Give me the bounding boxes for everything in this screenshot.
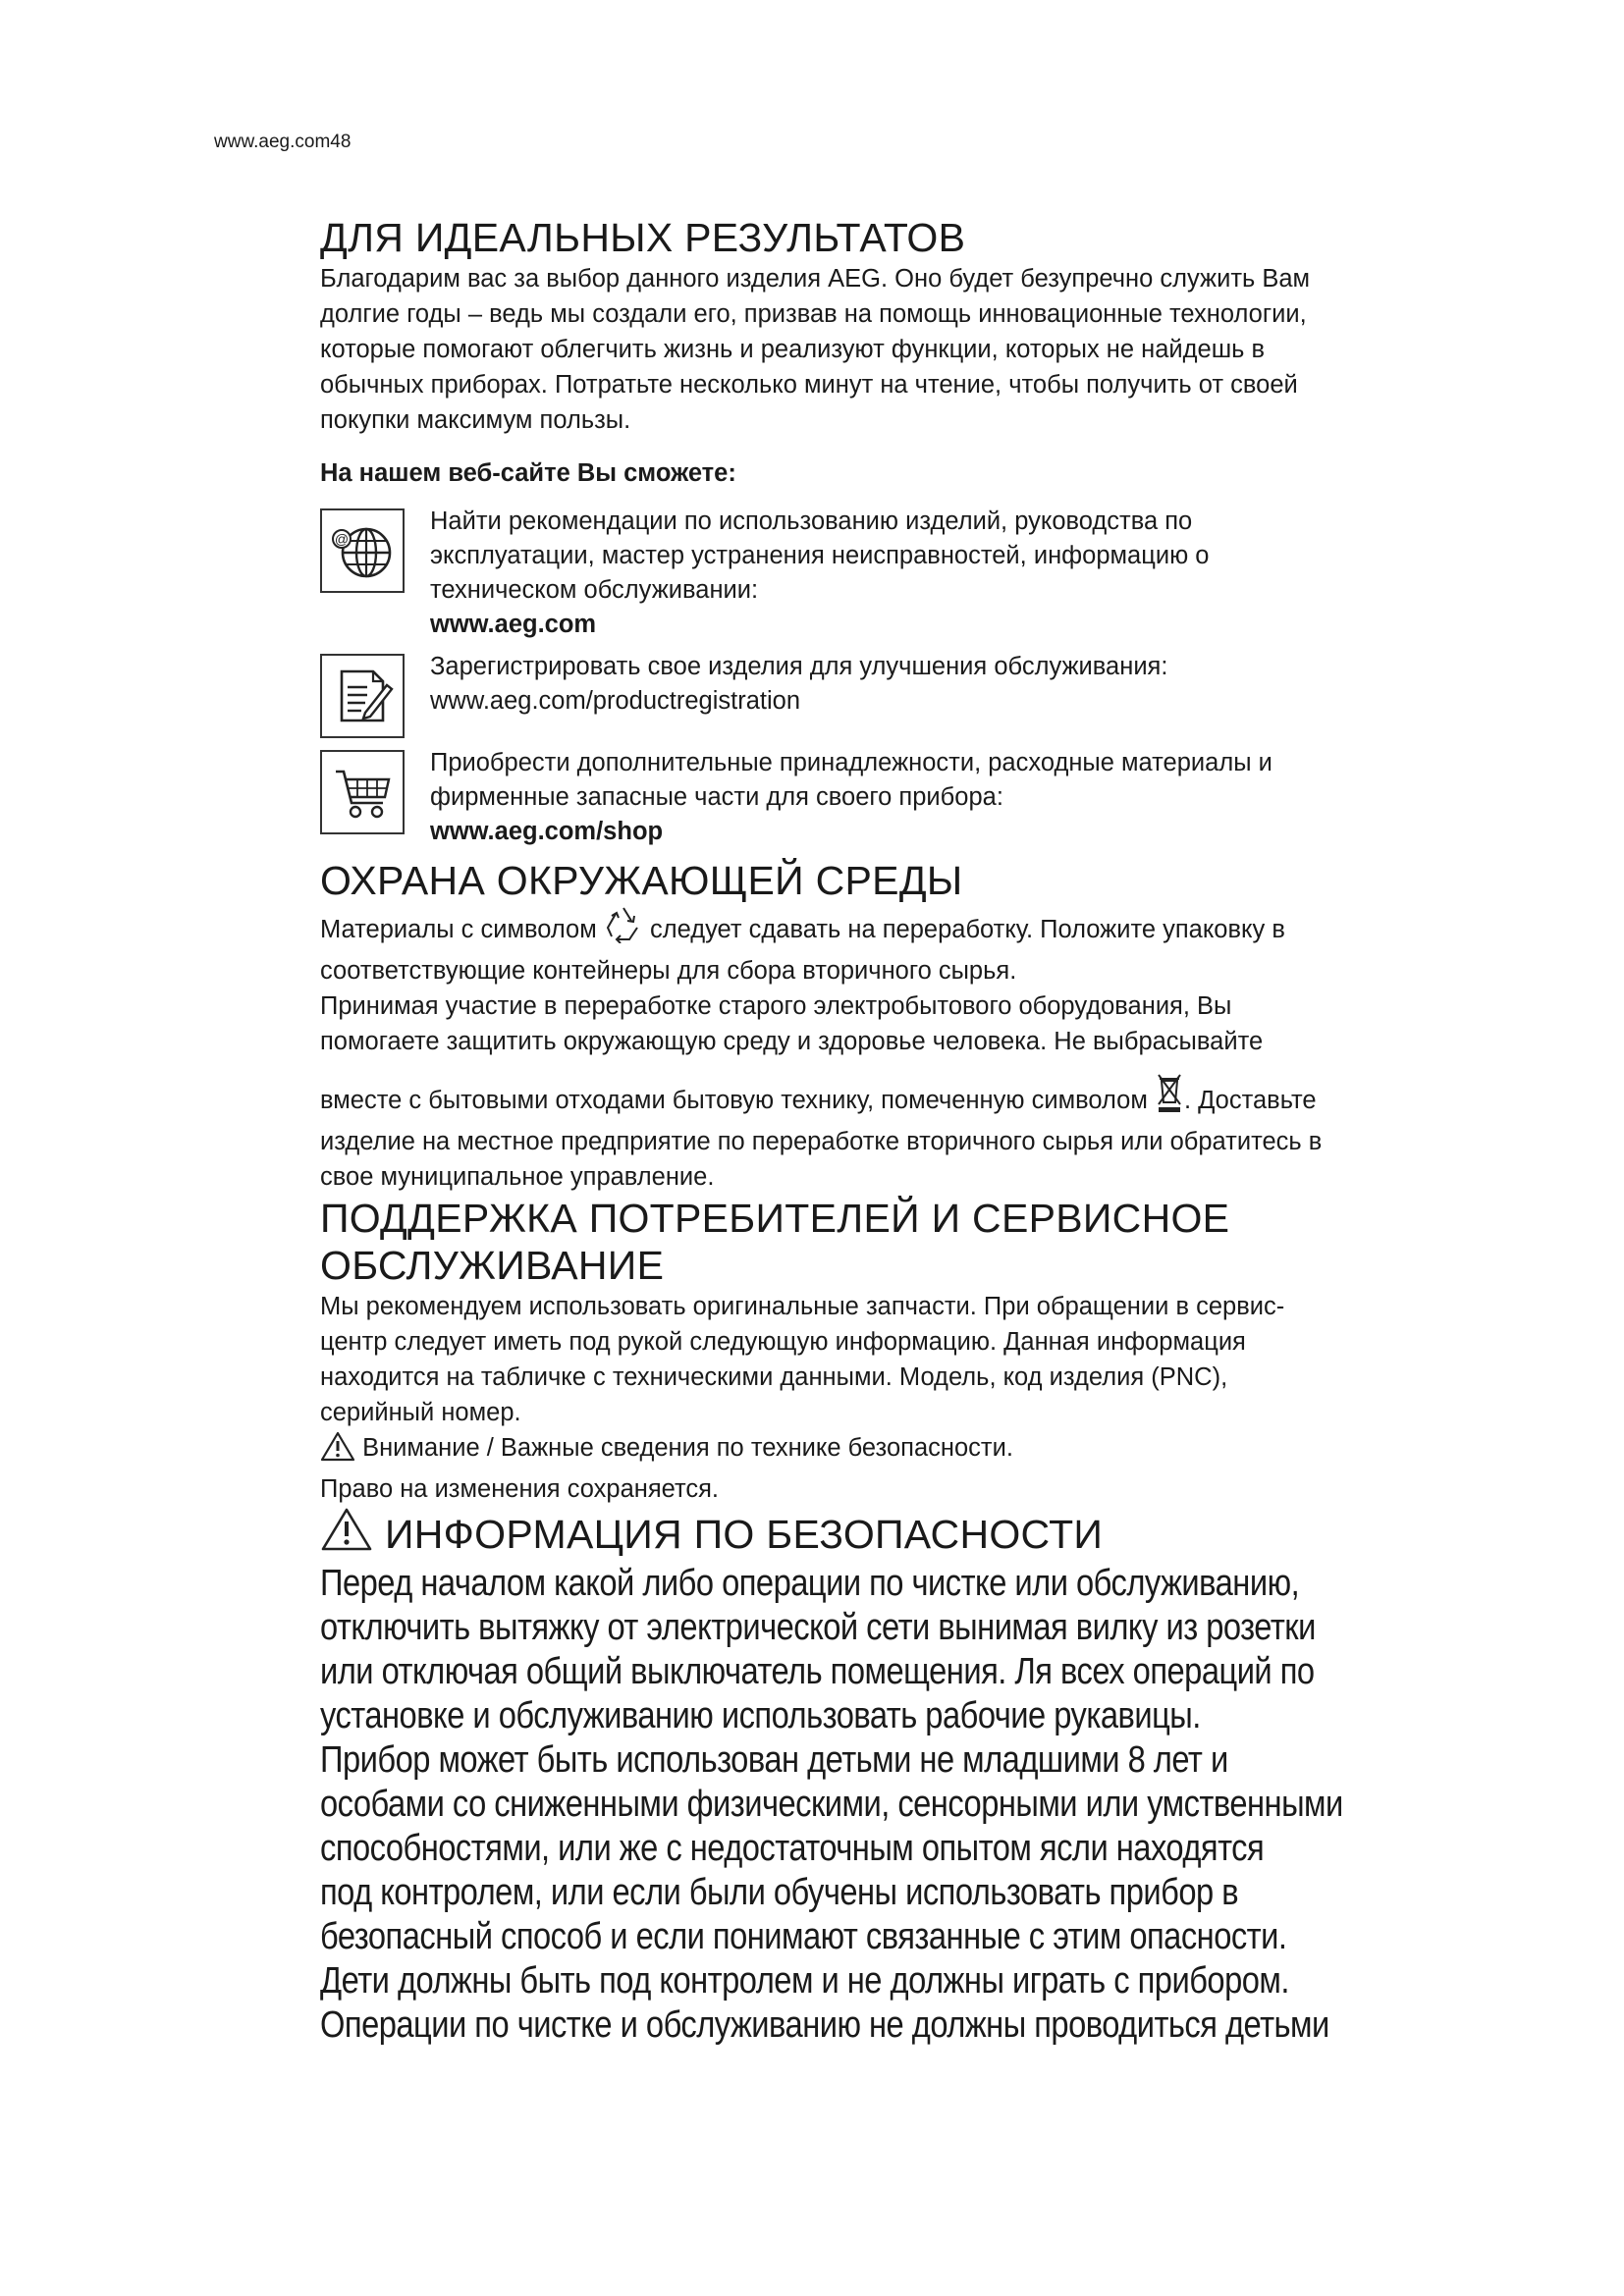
- intro-line: покупки максимум пользы.: [320, 406, 631, 434]
- website-heading: На нашем веб-сайте Вы сможете:: [320, 459, 736, 487]
- website-item-line: Найти рекомендации по использованию изделий, руководства по: [430, 507, 1193, 535]
- intro-line: обычных приборах. Потратьте несколько минут на чтение, чтобы получить от своей: [320, 371, 1298, 399]
- website-item-text: [430, 650, 1167, 719]
- safety-title-text: ИНФОРМАЦИЯ ПО БЕЗОПАСНОСТИ: [385, 1512, 1104, 1557]
- aeg-website-link[interactable]: www.aeg.com: [430, 611, 597, 638]
- website-item-support: [320, 505, 1518, 642]
- svg-text:@: @: [334, 531, 350, 547]
- intro-line: Благодарим вас за выбор данного изделия AEG. Оно будет безупречно служить Вам: [320, 265, 1311, 293]
- safety-line: установке и обслуживанию использовать рабочие рукавицы.: [320, 1695, 1201, 1736]
- env-line: следует сдавать на переработку. Положите упаковку в: [649, 916, 1285, 943]
- support-line: серийный номер.: [320, 1399, 521, 1426]
- intro-line: долгие годы – ведь мы создали его, призвав на помощь инновационные технологии,: [320, 300, 1307, 328]
- safety-line: Дети должны быть под контролем и не должны играть с прибором.: [320, 1960, 1289, 2002]
- safety-line: или отключая общий выключатель помещения. Ля всех операций по: [320, 1651, 1315, 1692]
- warning-triangle-icon: [320, 1430, 355, 1471]
- safety-line: отключить вытяжку от электрической сети вынимая вилку из розетки: [320, 1607, 1316, 1648]
- support-line: Мы рекомендуем использовать оригинальные запчасти. При обращении в сервис-: [320, 1293, 1285, 1320]
- support-line: центр следует иметь под рукой следующую информацию. Данная информация: [320, 1328, 1246, 1356]
- env-line: соответствующие контейнеры для сбора вторичного сырья.: [320, 957, 1017, 985]
- env-line-part: вместе с бытовыми отходами бытовую технику, помеченную символом: [320, 1087, 1148, 1114]
- website-item-line: эксплуатации, мастер устранения неисправностей, информацию о: [430, 542, 1210, 569]
- env-line: Принимая участие в переработке старого электробытового оборудования, Вы: [320, 992, 1232, 1020]
- warning-note: Внимание / Важные сведения по технике безопасности.: [362, 1434, 1013, 1462]
- intro-paragraph: [320, 261, 1518, 438]
- environment-paragraph: [320, 904, 1518, 1195]
- environment-title: ОХРАНА ОКРУЖАЮЩЕЙ СРЕДЫ: [320, 858, 963, 903]
- warning-triangle-icon: [320, 1507, 373, 1562]
- env-line: помогаете защитить окружающую среду и здоровье человека. Не выбрасывайте: [320, 1028, 1264, 1055]
- safety-line: Прибор может быть использован детьми не младшими 8 лет и: [320, 1739, 1228, 1781]
- support-title: [320, 1195, 1518, 1289]
- website-item-text: [430, 746, 1272, 849]
- support-line: находится на табличке с техническими данными. Модель, код изделия (PNC),: [320, 1363, 1228, 1391]
- safety-line: Операции по чистке и обслуживанию не должны проводиться детьми: [320, 2004, 1329, 2046]
- support-title-line: ОБСЛУЖИВАНИЕ: [320, 1243, 665, 1288]
- page-content: [320, 214, 1518, 2048]
- support-title-line: ПОДДЕРЖКА ПОТРЕБИТЕЛЕЙ И СЕРВИСНОЕ: [320, 1196, 1230, 1241]
- website-item-text: [430, 505, 1209, 642]
- website-item-shop: [320, 746, 1518, 849]
- weee-bin-icon: [1155, 1071, 1184, 1124]
- env-line: [320, 1071, 1317, 1124]
- website-item-line: фирменные запасные части для своего прибора:: [430, 783, 1003, 811]
- intro-line: которые помогают облегчить жизнь и реализуют функции, которых не найдешь в: [320, 336, 1266, 363]
- support-paragraph: [320, 1289, 1518, 1507]
- rights-note: Право на изменения сохраняется.: [320, 1475, 720, 1503]
- shopping-cart-icon: [320, 750, 405, 834]
- safety-line: Перед началом какой либо операции по чистке или обслуживанию,: [320, 1563, 1300, 1604]
- env-line: изделие на местное предприятие по переработке вторичного сырья или обратитесь в: [320, 1128, 1323, 1155]
- web-globe-icon: [320, 508, 405, 593]
- env-line: Материалы с символом: [320, 916, 597, 943]
- safety-line: особами со сниженными физическими, сенсорными или умственными: [320, 1784, 1343, 1825]
- website-item-line: Приобрести дополнительные принадлежности, расходные материалы и: [430, 749, 1272, 776]
- registration-form-icon: [320, 654, 405, 738]
- website-item-line: Зарегистрировать свое изделия для улучшения обслуживания:: [430, 653, 1168, 680]
- product-registration-link[interactable]: www.aeg.com/productregistration: [430, 687, 801, 715]
- website-item-line: техническом обслуживании:: [430, 576, 759, 604]
- recycle-icon: [604, 904, 643, 953]
- safety-line: под контролем, или если были обучены использовать прибор в: [320, 1872, 1239, 1913]
- safety-paragraph: [320, 1562, 1516, 2048]
- env-line-part: . Доставьте: [1183, 1087, 1317, 1114]
- safety-line: безопасный способ и если понимают связанные с этим опасности.: [320, 1916, 1287, 1957]
- website-item-registration: [320, 650, 1518, 738]
- safety-title: [320, 1507, 1518, 1562]
- shop-link[interactable]: www.aeg.com/shop: [430, 818, 664, 845]
- page-header-ref: www.aeg.com48: [214, 132, 352, 152]
- intro-title: ДЛЯ ИДЕАЛЬНЫХ РЕЗУЛЬТАТОВ: [320, 215, 966, 260]
- env-line: свое муниципальное управление.: [320, 1163, 715, 1191]
- safety-line: способностями, или же с недостаточным опытом ясли находятся: [320, 1828, 1265, 1869]
